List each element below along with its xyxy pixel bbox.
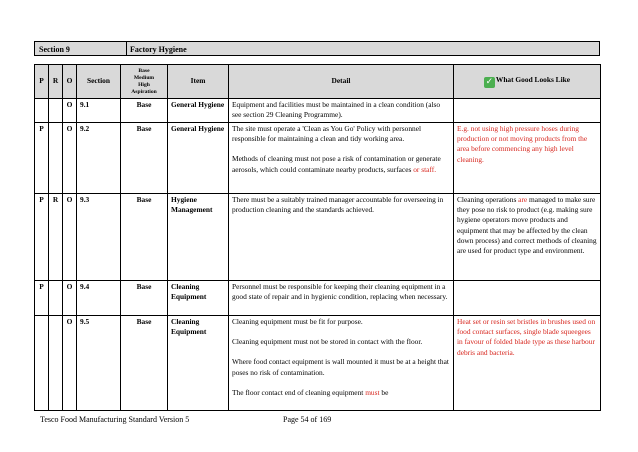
row-section: 9.1 bbox=[77, 99, 121, 123]
header-aspiration-medium: Medium bbox=[133, 74, 155, 81]
header-r: R bbox=[49, 65, 63, 99]
row-item: General Hygiene bbox=[168, 123, 229, 194]
detail-paragraph: Equipment and facilities must be maintained in a clean condition (also see section 29 Cleaning Programme). bbox=[232, 100, 441, 120]
row-section: 9.4 bbox=[77, 281, 121, 316]
detail-text: The floor contact end of cleaning equipment bbox=[232, 387, 366, 397]
detail-paragraph: Where food contact equipment is wall mounted it must be at a height that poses no risk of contamination. bbox=[232, 357, 449, 377]
row-item: Cleaning Equipment bbox=[168, 316, 229, 411]
footer-page-number: Page 54 of 169 bbox=[283, 415, 332, 424]
table-row bbox=[35, 99, 601, 123]
table-row bbox=[35, 123, 601, 194]
row-good bbox=[454, 281, 601, 316]
row-detail bbox=[229, 99, 454, 123]
header-section: Section bbox=[77, 65, 121, 99]
row-detail bbox=[229, 123, 454, 194]
row-level: Base bbox=[121, 316, 168, 411]
section-header bbox=[34, 41, 600, 56]
row-level: Base bbox=[121, 99, 168, 123]
row-p-flag bbox=[35, 99, 49, 123]
row-o-flag: O bbox=[63, 281, 77, 316]
detail-text: be bbox=[379, 387, 389, 397]
row-o-flag: O bbox=[63, 194, 77, 281]
row-item: Cleaning Equipment bbox=[168, 281, 229, 316]
footer-standard: Tesco Food Manufacturing Standard Version 5 bbox=[40, 415, 190, 424]
header-aspiration-label: Aspiration bbox=[131, 88, 157, 95]
row-level: Base bbox=[121, 123, 168, 194]
row-r-flag bbox=[49, 123, 63, 194]
detail-paragraph: Personnel must be responsible for keeping their cleaning equipment in a good state of repair and in hygienic condition, replacing when necessary. bbox=[232, 282, 448, 302]
detail-paragraph bbox=[232, 154, 450, 174]
row-p-flag: P bbox=[35, 123, 49, 194]
row-o-flag: O bbox=[63, 123, 77, 194]
row-section: 9.2 bbox=[77, 123, 121, 194]
row-good: Heat set or resin set bristles in brushes used on food contact surfaces, single blade squeegees in favour of folded blade type as these harbour debris and bacteria. bbox=[454, 316, 601, 411]
header-aspiration-base: Base bbox=[138, 67, 150, 74]
header-aspiration bbox=[121, 65, 168, 99]
detail-paragraph: There must be a suitably trained manager accountable for overseeing in production cleaning and the standards achieved. bbox=[232, 195, 444, 215]
row-section: 9.3 bbox=[77, 194, 121, 281]
table-row bbox=[35, 316, 601, 411]
row-o-flag: O bbox=[63, 99, 77, 123]
row-item: General Hygiene bbox=[168, 99, 229, 123]
header-detail: Detail bbox=[229, 65, 454, 99]
row-o-flag: O bbox=[63, 316, 77, 411]
good-text: Cleaning operations bbox=[457, 195, 519, 204]
header-o: O bbox=[63, 65, 77, 99]
row-level: Base bbox=[121, 281, 168, 316]
row-detail bbox=[229, 281, 454, 316]
row-good bbox=[454, 99, 601, 123]
header-p: P bbox=[35, 65, 49, 99]
detail-paragraph: Cleaning equipment must be fit for purpose. bbox=[232, 317, 363, 326]
row-item: Hygiene Management bbox=[168, 194, 229, 281]
row-p-flag: P bbox=[35, 194, 49, 281]
row-section: 9.5 bbox=[77, 316, 121, 411]
detail-highlight: or staff. bbox=[413, 164, 437, 174]
table-header-row bbox=[35, 65, 601, 99]
row-detail bbox=[229, 316, 454, 411]
row-p-flag bbox=[35, 316, 49, 411]
detail-paragraph: The site must operate a 'Clean as You Go' Policy with personnel responsible for maintaining a clean and tidy working area. bbox=[232, 124, 422, 144]
row-detail bbox=[229, 194, 454, 281]
section-number: Section 9 bbox=[35, 42, 127, 55]
table-row bbox=[35, 281, 601, 316]
detail-highlight: must bbox=[365, 387, 380, 397]
detail-paragraph: Cleaning equipment must not be stored in contact with the floor. bbox=[232, 337, 423, 347]
header-good-label: What Good Looks Like bbox=[495, 75, 571, 84]
row-level: Base bbox=[121, 194, 168, 281]
detail-text: Methods of cleaning must not pose a risk of contamination or generate aerosols, which could contaminate nearby products, surfaces bbox=[232, 154, 441, 174]
row-r-flag: R bbox=[49, 194, 63, 281]
section-title: Factory Hygiene bbox=[130, 45, 187, 54]
detail-paragraph bbox=[232, 388, 450, 398]
row-r-flag bbox=[49, 281, 63, 316]
header-aspiration-high: High bbox=[138, 81, 150, 88]
row-good: E.g. not using high pressure hoses during production or not moving products from the area before commencing any high level cleaning. bbox=[454, 123, 601, 194]
requirements-table bbox=[34, 64, 601, 411]
row-r-flag bbox=[49, 316, 63, 411]
row-p-flag: P bbox=[35, 281, 49, 316]
row-good bbox=[454, 194, 601, 281]
good-highlight: are bbox=[518, 195, 528, 204]
header-item: Item bbox=[168, 65, 229, 99]
row-r-flag bbox=[49, 99, 63, 123]
check-mark-icon: ✓ bbox=[485, 77, 494, 87]
good-text: managed to make sure they pose no risk to product (e.g. making sure hygiene operators move products and equipment that may be affected by the clean down process) and correct methods of cleaning are used for product type and environment. bbox=[457, 195, 597, 256]
header-what-good-looks-like bbox=[454, 65, 601, 99]
table-row bbox=[35, 194, 601, 281]
